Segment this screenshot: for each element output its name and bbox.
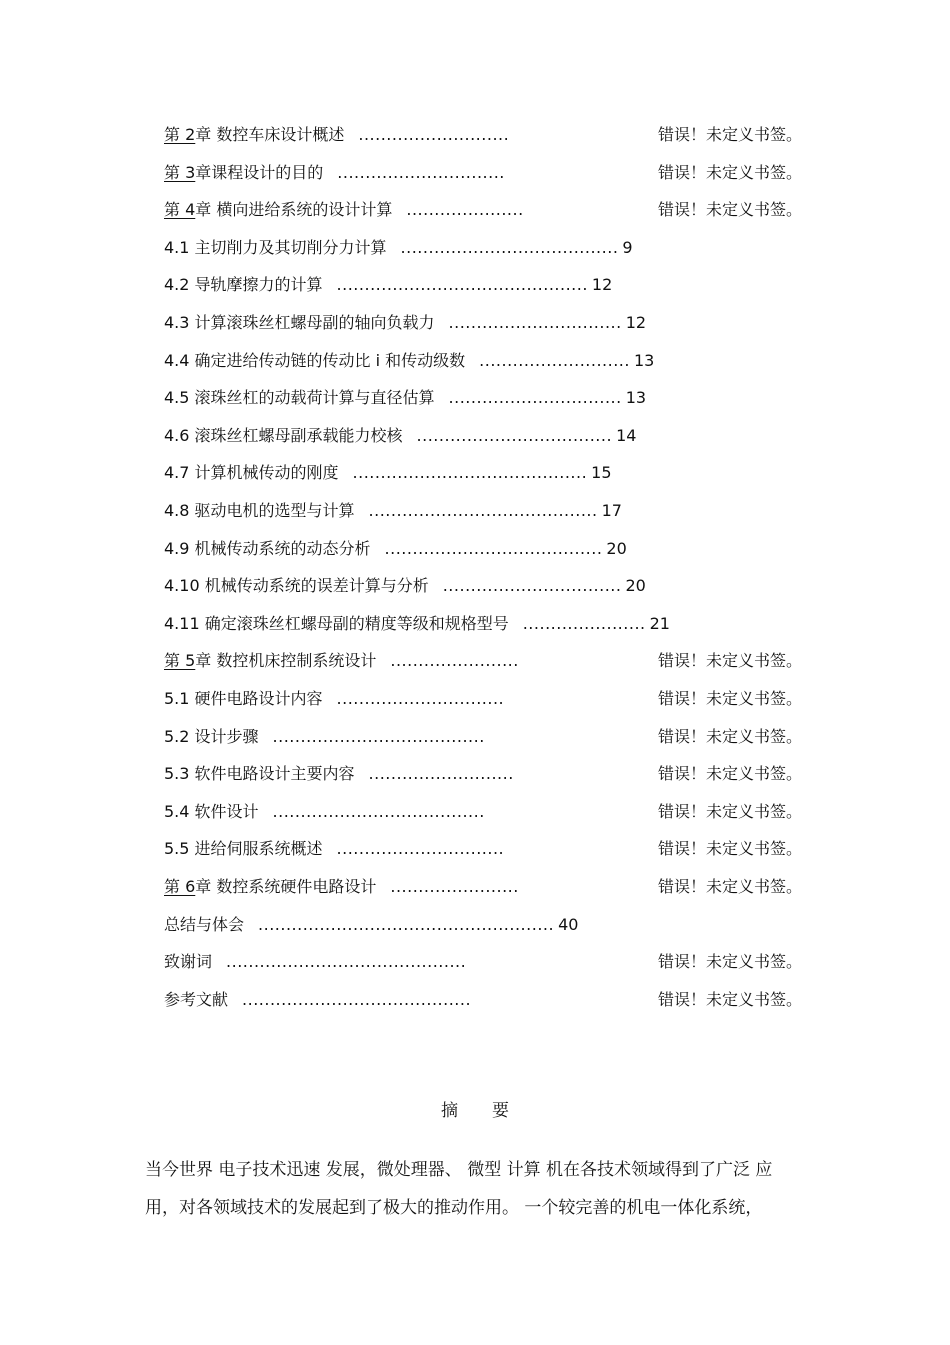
toc-entry-text: 5.2 设计步骤 bbox=[164, 727, 259, 746]
toc-entry-text: 致谢词 bbox=[164, 952, 213, 971]
toc-page-number: 14 bbox=[616, 426, 637, 445]
toc-dot-leader: .......................................... bbox=[352, 463, 588, 482]
toc-chapter-number: 第 5 bbox=[164, 651, 196, 670]
toc-dot-leader: ......................................... bbox=[368, 501, 598, 520]
toc-entry-title bbox=[164, 498, 355, 524]
toc-bookmark-error: 错误！未定义书签。 bbox=[658, 839, 803, 858]
toc-dot-leader: ...................................... bbox=[272, 727, 485, 746]
toc-entry[interactable] bbox=[164, 611, 670, 637]
toc-page-number: 15 bbox=[591, 463, 612, 482]
toc-entry[interactable] bbox=[164, 348, 654, 374]
toc-entry-text: 4.8 驱动电机的选型与计算 bbox=[164, 501, 355, 520]
toc-entry-title bbox=[164, 423, 403, 449]
toc-bookmark-error: 错误！未定义书签。 bbox=[658, 125, 803, 144]
toc-page-number: 17 bbox=[601, 501, 622, 520]
toc-entry[interactable] bbox=[164, 460, 612, 486]
toc-dot-leader: ................................... bbox=[416, 426, 613, 445]
toc-entry-title bbox=[164, 310, 435, 336]
toc-dot-leader: ............................... bbox=[448, 388, 622, 407]
toc-bookmark-error: 错误！未定义书签。 bbox=[658, 163, 803, 182]
toc-entry-text: 4.7 计算机械传动的刚度 bbox=[164, 463, 339, 482]
toc-chapter-number: 第 3 bbox=[164, 163, 196, 182]
toc-entry-title bbox=[164, 949, 212, 975]
toc-entry[interactable] bbox=[164, 761, 803, 787]
toc-bookmark-error: 错误！未定义书签。 bbox=[658, 802, 803, 821]
toc-entry-title bbox=[164, 724, 259, 750]
toc-entry[interactable] bbox=[164, 122, 803, 148]
toc-entry-title bbox=[164, 122, 344, 148]
toc-entry[interactable] bbox=[164, 874, 803, 900]
toc-entry[interactable] bbox=[164, 160, 803, 186]
toc-entry-title bbox=[164, 385, 435, 411]
toc-page-number: 13 bbox=[633, 351, 655, 370]
toc-dot-leader: ............................... bbox=[448, 313, 622, 332]
toc-entry-text: 4.1 主切削力及其切削分力计算 bbox=[164, 238, 387, 257]
toc-page-number: 40 bbox=[558, 915, 579, 934]
toc-entry-title bbox=[164, 272, 323, 298]
toc-dot-leader: ..................................................... bbox=[258, 915, 555, 934]
toc-entry-text: 章 横向进给系统的设计计算 bbox=[195, 200, 393, 219]
toc-entry[interactable] bbox=[164, 648, 803, 674]
toc-dot-leader: ....................... bbox=[390, 651, 519, 670]
toc-entry-text: 5.1 硬件电路设计内容 bbox=[164, 689, 323, 708]
toc-bookmark-error: 错误！未定义书签。 bbox=[658, 764, 803, 783]
toc-entry-title bbox=[164, 874, 376, 900]
toc-entry-title bbox=[164, 799, 259, 825]
toc-entry-text: 总结与体会 bbox=[164, 915, 245, 934]
toc-entry-title bbox=[164, 235, 387, 261]
toc-entry-title bbox=[164, 987, 228, 1013]
toc-entry-text: 4.10 机械传动系统的误差计算与分析 bbox=[164, 576, 429, 595]
toc-entry-text: 4.9 机械传动系统的动态分析 bbox=[164, 539, 371, 558]
toc-entry-text: 章 数控机床控制系统设计 bbox=[195, 651, 377, 670]
toc-dot-leader: .......................... bbox=[368, 764, 514, 783]
toc-bookmark-error: 错误！未定义书签。 bbox=[658, 952, 803, 971]
toc-page-number: 13 bbox=[625, 388, 647, 407]
toc-entry[interactable] bbox=[164, 197, 803, 223]
toc-entry[interactable] bbox=[164, 987, 803, 1013]
abstract-heading: 摘要 bbox=[441, 1101, 543, 1121]
toc-dot-leader: ........................... bbox=[479, 351, 630, 370]
toc-dot-leader: .............................. bbox=[337, 163, 505, 182]
toc-entry-text: 4.5 滚珠丝杠的动载荷计算与直径估算 bbox=[164, 388, 435, 407]
toc-bookmark-error: 错误！未定义书签。 bbox=[658, 651, 803, 670]
toc-dot-leader: ..................... bbox=[406, 200, 524, 219]
toc-page-number: 21 bbox=[649, 614, 670, 633]
toc-entry-text: 4.6 滚珠丝杠螺母副承载能力校核 bbox=[164, 426, 403, 445]
toc-entry[interactable] bbox=[164, 573, 646, 599]
toc-page-number: 9 bbox=[622, 238, 633, 257]
toc-dot-leader: .............................. bbox=[336, 689, 505, 708]
toc-entry-title bbox=[164, 348, 465, 374]
toc-entry-title bbox=[164, 197, 392, 223]
toc-page-number: 20 bbox=[606, 539, 627, 558]
toc-dot-leader: ........................... bbox=[358, 125, 510, 144]
toc-dot-leader: ......................................... bbox=[242, 990, 472, 1009]
toc-entry-title bbox=[164, 761, 355, 787]
toc-dot-leader: ....................... bbox=[390, 877, 519, 896]
toc-chapter-number: 第 2 bbox=[164, 125, 196, 144]
toc-dot-leader: ............................................. bbox=[336, 275, 588, 294]
toc-entry-title bbox=[164, 836, 323, 862]
toc-bookmark-error: 错误！未定义书签。 bbox=[658, 877, 803, 896]
toc-entry-text: 章课程设计的目的 bbox=[195, 163, 324, 182]
toc-page-number: 12 bbox=[591, 275, 613, 294]
toc-entry-title bbox=[164, 160, 323, 186]
toc-entry-text: 4.2 导轨摩擦力的计算 bbox=[164, 275, 323, 294]
toc-entry[interactable] bbox=[164, 385, 646, 411]
toc-entry-title bbox=[164, 648, 376, 674]
abstract-paragraph bbox=[145, 1151, 815, 1227]
toc-entry[interactable] bbox=[164, 272, 612, 298]
toc-entry[interactable] bbox=[164, 724, 803, 750]
toc-entry-title bbox=[164, 686, 323, 712]
toc-entry[interactable] bbox=[164, 912, 578, 938]
toc-entry-title bbox=[164, 460, 339, 486]
abstract-line: 当今世界 电子技术迅速 发展，微处理器、 微型 计算 机在各技术领域得到了广泛 应 bbox=[145, 1160, 773, 1180]
toc-entry-text: 4.3 计算滚珠丝杠螺母副的轴向负载力 bbox=[164, 313, 435, 332]
toc-entry-text: 4.11 确定滚珠丝杠螺母副的精度等级和规格型号 bbox=[164, 614, 509, 633]
toc-dot-leader: .............................. bbox=[336, 839, 505, 858]
toc-entry-text: 参考文献 bbox=[164, 990, 229, 1009]
toc-chapter-number: 第 4 bbox=[164, 200, 196, 219]
toc-entry-text: 5.3 软件电路设计主要内容 bbox=[164, 764, 355, 783]
toc-entry-title bbox=[164, 611, 509, 637]
toc-entry[interactable] bbox=[164, 799, 803, 825]
toc-dot-leader: ...................... bbox=[522, 614, 646, 633]
toc-entry[interactable] bbox=[164, 686, 803, 712]
toc-entry[interactable] bbox=[164, 836, 803, 862]
toc-page-number: 20 bbox=[625, 576, 646, 595]
toc-entry-text: 5.4 软件设计 bbox=[164, 802, 259, 821]
toc-entry[interactable] bbox=[164, 536, 627, 562]
toc-dot-leader: ................................ bbox=[442, 576, 622, 595]
toc-entry-title bbox=[164, 573, 429, 599]
toc-entry-text: 4.4 确定进给传动链的传动比 i 和传动级数 bbox=[164, 351, 466, 370]
toc-bookmark-error: 错误！未定义书签。 bbox=[658, 200, 803, 219]
toc-bookmark-error: 错误！未定义书签。 bbox=[658, 990, 803, 1009]
toc-dot-leader: ....................................... bbox=[384, 539, 603, 558]
toc-entry[interactable] bbox=[164, 423, 636, 449]
toc-entry-text: 章 数控系统硬件电路设计 bbox=[195, 877, 377, 896]
toc-dot-leader: ...................................... bbox=[272, 802, 485, 821]
toc-entry-text: 章 数控车床设计概述 bbox=[195, 125, 345, 144]
toc-dot-leader: ....................................... bbox=[400, 238, 619, 257]
toc-entry-text: 5.5 进给伺服系统概述 bbox=[164, 839, 323, 858]
toc-entry[interactable] bbox=[164, 310, 646, 336]
toc-entry-title bbox=[164, 536, 371, 562]
toc-entry[interactable] bbox=[164, 498, 622, 524]
toc-entry-title bbox=[164, 912, 244, 938]
toc-page-number: 12 bbox=[625, 313, 647, 332]
toc-chapter-number: 第 6 bbox=[164, 877, 196, 896]
toc-entry[interactable] bbox=[164, 235, 633, 261]
toc-entry[interactable] bbox=[164, 949, 803, 975]
toc-dot-leader: ........................................... bbox=[226, 952, 467, 971]
toc-bookmark-error: 错误！未定义书签。 bbox=[658, 689, 803, 708]
abstract-line: 用，对各领域技术的发展起到了极大的推动作用。 一个较完善的机电一体化系统， bbox=[145, 1198, 763, 1218]
toc-bookmark-error: 错误！未定义书签。 bbox=[658, 727, 803, 746]
